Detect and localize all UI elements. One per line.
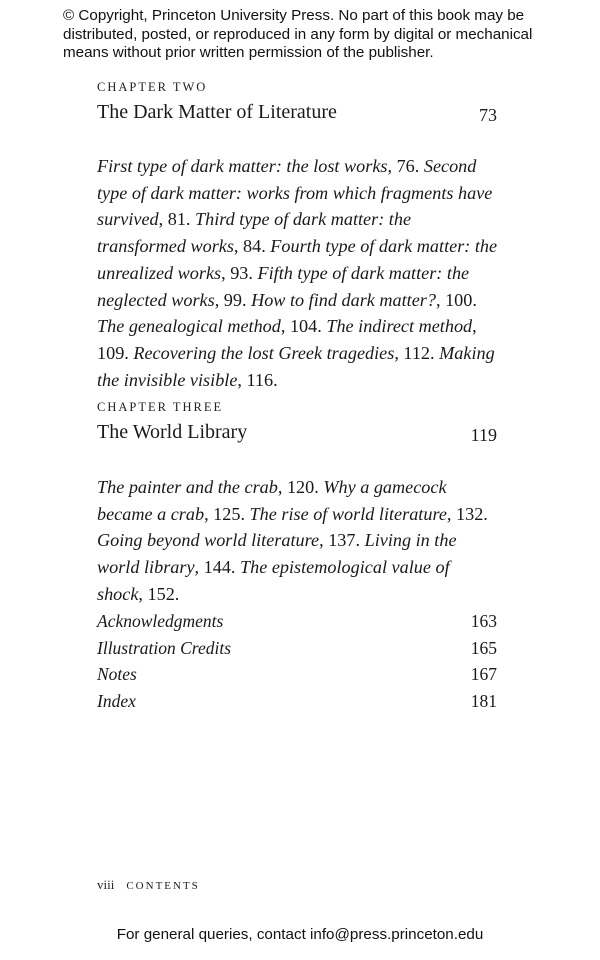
- section-page: 112: [403, 342, 431, 363]
- section-page: 144: [203, 557, 231, 578]
- section-title: How to find dark matter?: [251, 289, 436, 310]
- section-title: Why a gamecock became a crab: [97, 477, 447, 524]
- chapter-label: CHAPTER THREE: [97, 400, 224, 414]
- section-title: Recovering the lost Greek tragedies: [133, 342, 395, 363]
- section-page: 93: [230, 262, 249, 283]
- section-page: 120: [286, 477, 315, 497]
- back-matter-title: Acknowledgments: [97, 611, 224, 631]
- section-page: 132: [456, 503, 484, 524]
- section-page: 109: [97, 342, 125, 363]
- back-matter-list: [97, 608, 497, 714]
- chapter-page: 73: [479, 105, 497, 125]
- section-title: The painter and the crab: [97, 477, 278, 497]
- copyright-line: © Copyright, Princeton University Press. No part of this book may be: [63, 7, 525, 24]
- section-title: The genealogical method: [97, 316, 281, 337]
- back-matter-title: Illustration Credits: [97, 637, 232, 658]
- section-page: 125: [213, 503, 241, 524]
- page-folio: [97, 877, 200, 893]
- section-title: Fifth type of dark matter: the neglected works: [97, 262, 470, 310]
- back-matter-title: Notes: [97, 664, 137, 685]
- page-number: viii: [97, 877, 115, 892]
- section-page: 84: [243, 236, 262, 257]
- section-title: Fourth type of dark matter: the unrealized works: [97, 236, 498, 283]
- chapter-page: 119: [470, 425, 497, 445]
- chapter-label: CHAPTER TWO: [97, 80, 208, 94]
- chapter-title: The World Library: [97, 421, 248, 443]
- section-title: Going beyond world literature: [97, 530, 320, 551]
- section-page: 76: [396, 156, 415, 176]
- section-page: 152: [147, 583, 175, 604]
- chapter-sections: The painter and the crab, 120. Why a gamecock became a crab, 125. The rise of world literature, 132. Going beyond world literature, 137. Living in the world library, 144. The epistemological value of shock, 152.: [97, 477, 488, 604]
- section-page: 100: [445, 289, 473, 310]
- copyright-line: means without prior written permission of the publisher.: [63, 44, 434, 62]
- section-title: Second type of dark matter: works from which fragments have survived: [97, 156, 493, 230]
- section-page: 81: [167, 209, 186, 230]
- running-head: CONTENTS: [126, 880, 200, 892]
- section-title: Making the invisible visible: [97, 342, 495, 390]
- section-page: 137: [328, 530, 356, 551]
- section-title: First type of dark matter: the lost works: [97, 156, 388, 176]
- section-page: 116: [246, 369, 274, 390]
- section-title: The indirect method: [326, 316, 473, 337]
- back-matter-row: [97, 661, 497, 688]
- copyright-notice: [63, 7, 532, 63]
- chapter-sections: First type of dark matter: the lost works, 76. Second type of dark matter: works from which fragments have survived, 81. Third type of dark matter: the transformed works, 84. Fourth type of dark matter: the unrealized works, 93. Fifth type of dark matter: the neglected works, 99. How to find dark matter?, 100. The genealogical method, 104. The indirect method, 109. Recovering the lost Greek tragedies, 112. Making the invisible visible, 116.: [97, 156, 498, 390]
- back-matter-page: 167: [470, 664, 497, 685]
- chapter-title: The Dark Matter of Literature: [97, 101, 337, 123]
- section-page: 99: [223, 289, 242, 310]
- contact-footer: For general queries, contact info@press.princeton.edu: [116, 926, 484, 943]
- back-matter-row: [97, 635, 497, 662]
- back-matter-title: Index: [97, 690, 136, 711]
- back-matter-page: 163: [470, 611, 497, 631]
- back-matter-row: [97, 608, 497, 635]
- section-page: 104: [289, 316, 318, 337]
- chapter-heading: [97, 101, 497, 126]
- back-matter-page: 181: [470, 690, 497, 711]
- chapter-heading: [97, 421, 497, 446]
- copyright-line: distributed, posted, or reproduced in any form by digital or mechanical: [63, 25, 533, 43]
- section-title: The epistemological value of shock: [97, 557, 450, 604]
- section-title: The rise of world literature: [249, 503, 447, 524]
- back-matter-page: 165: [470, 637, 497, 658]
- section-title: Third type of dark matter: the transformed works: [97, 209, 412, 257]
- section-title: Living in the world library: [97, 530, 457, 578]
- back-matter-row: [97, 688, 497, 715]
